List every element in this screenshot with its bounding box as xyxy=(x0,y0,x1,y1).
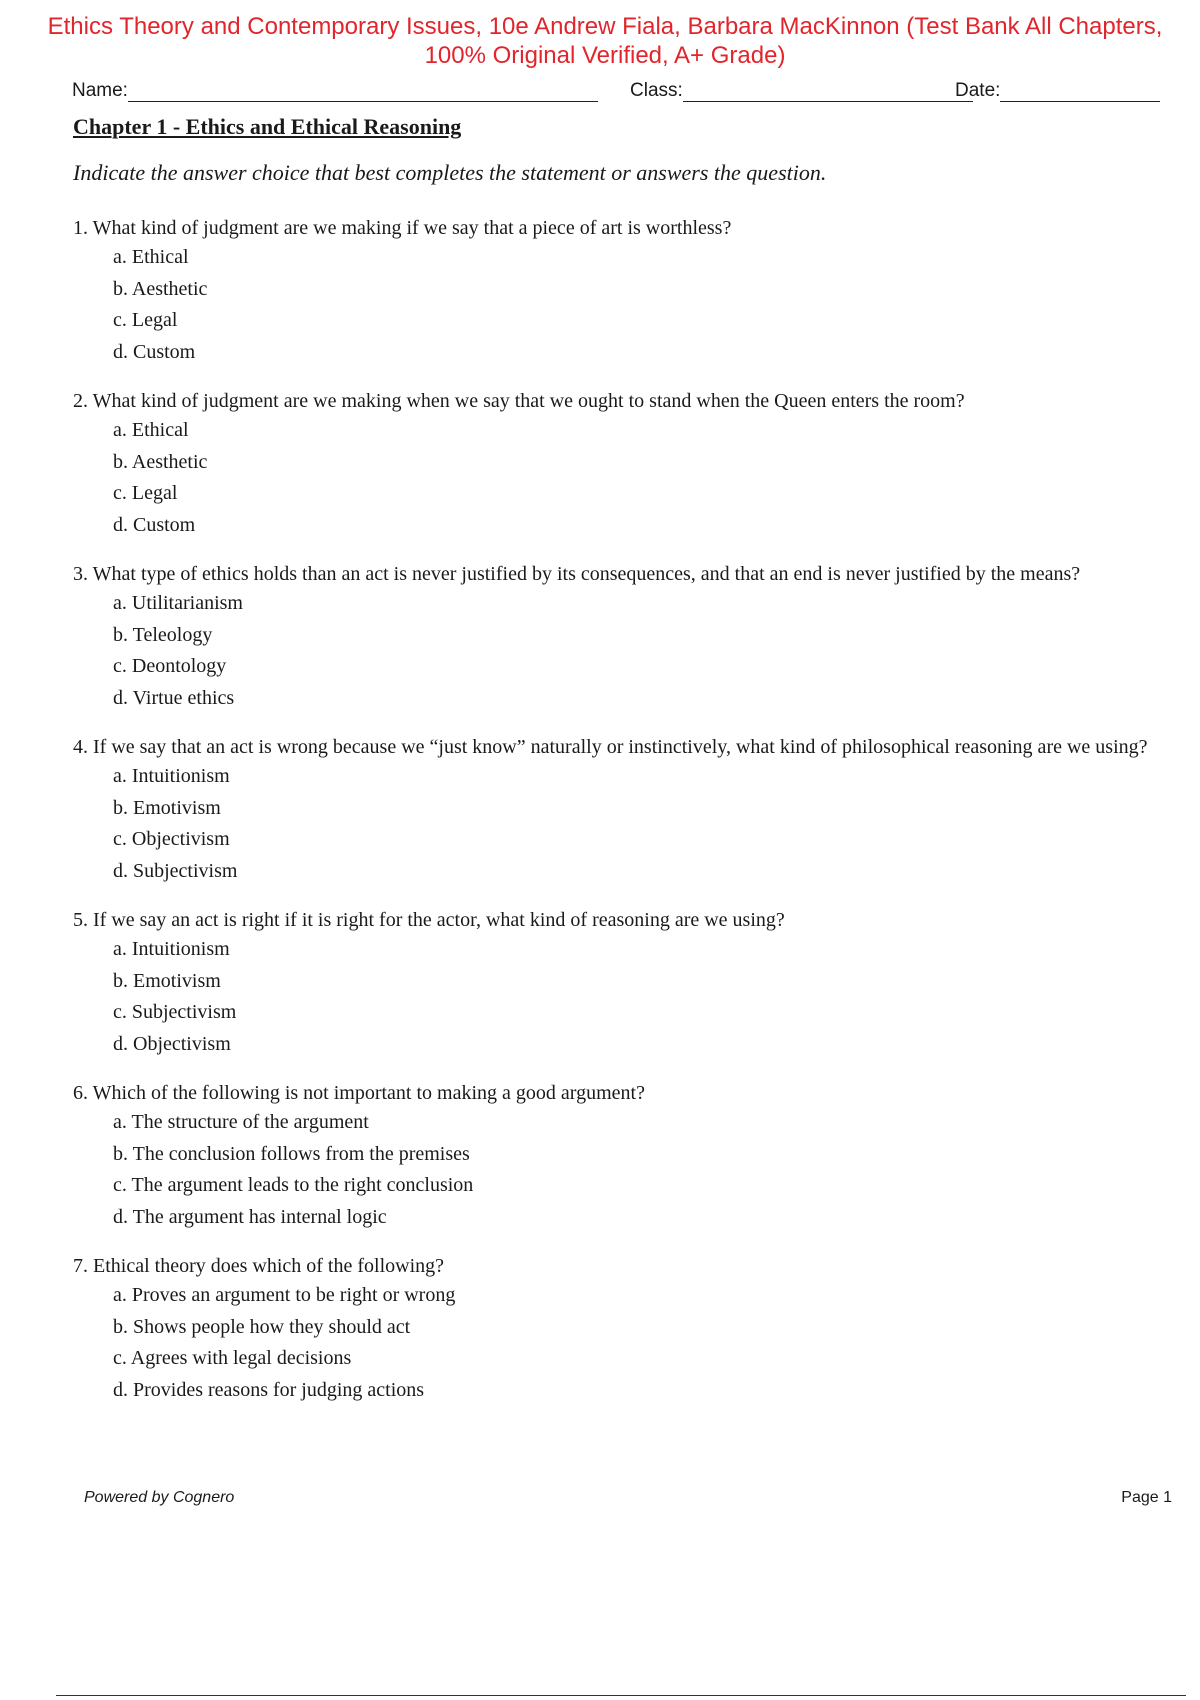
choice-c: c. Deontology xyxy=(113,655,227,677)
name-field xyxy=(72,72,598,102)
choice-list xyxy=(73,1280,1153,1406)
document-title: Ethics Theory and Contemporary Issues, 10e Andrew Fiala, Barbara MacKinnon (Test Bank All Chapters, 100% Original Verified, A+ Grade) xyxy=(47,13,1163,69)
question-text: 4. If we say that an act is wrong because we “just know” naturally or instinctively, what kind of philosophical reasoning are we using? xyxy=(73,736,1148,758)
question-text: 5. If we say an act is right if it is right for the actor, what kind of reasoning are we using? xyxy=(73,909,785,931)
name-label: Name: xyxy=(72,80,128,101)
choice-d: d. The argument has internal logic xyxy=(113,1205,387,1228)
question-6 xyxy=(73,1079,1153,1233)
choice-a: a. Ethical xyxy=(113,246,189,268)
choice-d: d. Virtue ethics xyxy=(113,686,235,709)
date-label: Date: xyxy=(955,80,1001,101)
choice-b: b. Teleology xyxy=(113,623,213,646)
question-text: 7. Ethical theory does which of the following? xyxy=(73,1255,445,1277)
choice-c: c. The argument leads to the right conclusion xyxy=(113,1174,474,1196)
choice-b: b. Aesthetic xyxy=(113,450,208,473)
choice-list xyxy=(73,588,1153,714)
choice-d: d. Subjectivism xyxy=(113,859,238,882)
question-5 xyxy=(73,906,1153,1060)
choice-list xyxy=(73,1107,1153,1233)
choice-b: b. Aesthetic xyxy=(113,277,208,300)
question-text: 3. What type of ethics holds than an act is never justified by its consequences, and that an end is never justified by the means? xyxy=(73,563,1081,585)
name-blank-line xyxy=(128,73,598,102)
choice-d: d. Custom xyxy=(113,513,196,536)
question-4 xyxy=(73,733,1153,887)
class-blank-line xyxy=(683,73,973,102)
choice-b: b. The conclusion follows from the premises xyxy=(113,1142,470,1165)
page-number: Page 1 xyxy=(1121,1489,1172,1506)
choice-c: c. Legal xyxy=(113,482,178,504)
class-field xyxy=(630,72,973,102)
question-text: 1. What kind of judgment are we making if we say that a piece of art is worthless? xyxy=(73,217,732,239)
choice-list xyxy=(73,934,1153,1060)
choice-d: d. Objectivism xyxy=(113,1032,231,1055)
choice-a: a. Utilitarianism xyxy=(113,592,243,614)
question-7 xyxy=(73,1252,1153,1406)
instructions: Indicate the answer choice that best completes the statement or answers the question. xyxy=(73,160,827,185)
choice-a: a. Ethical xyxy=(113,419,189,441)
choice-a: a. Intuitionism xyxy=(113,765,230,787)
choice-a: a. Intuitionism xyxy=(113,938,230,960)
choice-b: b. Emotivism xyxy=(113,969,221,992)
class-label: Class: xyxy=(630,80,683,101)
question-text: 6. Which of the following is not important to making a good argument? xyxy=(73,1082,645,1104)
question-text: 2. What kind of judgment are we making when we say that we ought to stand when the Queen enters the room? xyxy=(73,390,965,412)
choice-b: b. Emotivism xyxy=(113,796,221,819)
choice-a: a. The structure of the argument xyxy=(113,1111,369,1133)
choice-c: c. Objectivism xyxy=(113,828,230,850)
date-blank-line xyxy=(1000,73,1160,102)
choice-list xyxy=(73,761,1153,887)
choice-d: d. Provides reasons for judging actions xyxy=(113,1378,425,1401)
choice-c: c. Agrees with legal decisions xyxy=(113,1347,352,1369)
choice-list xyxy=(73,242,1153,368)
choice-a: a. Proves an argument to be right or wrong xyxy=(113,1284,456,1306)
powered-by-text: Powered by Cognero xyxy=(84,1489,235,1506)
question-2 xyxy=(73,387,1153,541)
choice-d: d. Custom xyxy=(113,340,196,363)
question-3 xyxy=(73,560,1153,714)
chapter-heading: Chapter 1 - Ethics and Ethical Reasoning xyxy=(73,114,462,139)
choice-b: b. Shows people how they should act xyxy=(113,1315,411,1338)
choice-c: c. Subjectivism xyxy=(113,1001,237,1023)
choice-c: c. Legal xyxy=(113,309,178,331)
choice-list xyxy=(73,415,1153,541)
bottom-divider xyxy=(56,1695,1186,1696)
question-list xyxy=(73,214,1153,1406)
date-field xyxy=(955,72,1160,102)
question-1 xyxy=(73,214,1153,368)
